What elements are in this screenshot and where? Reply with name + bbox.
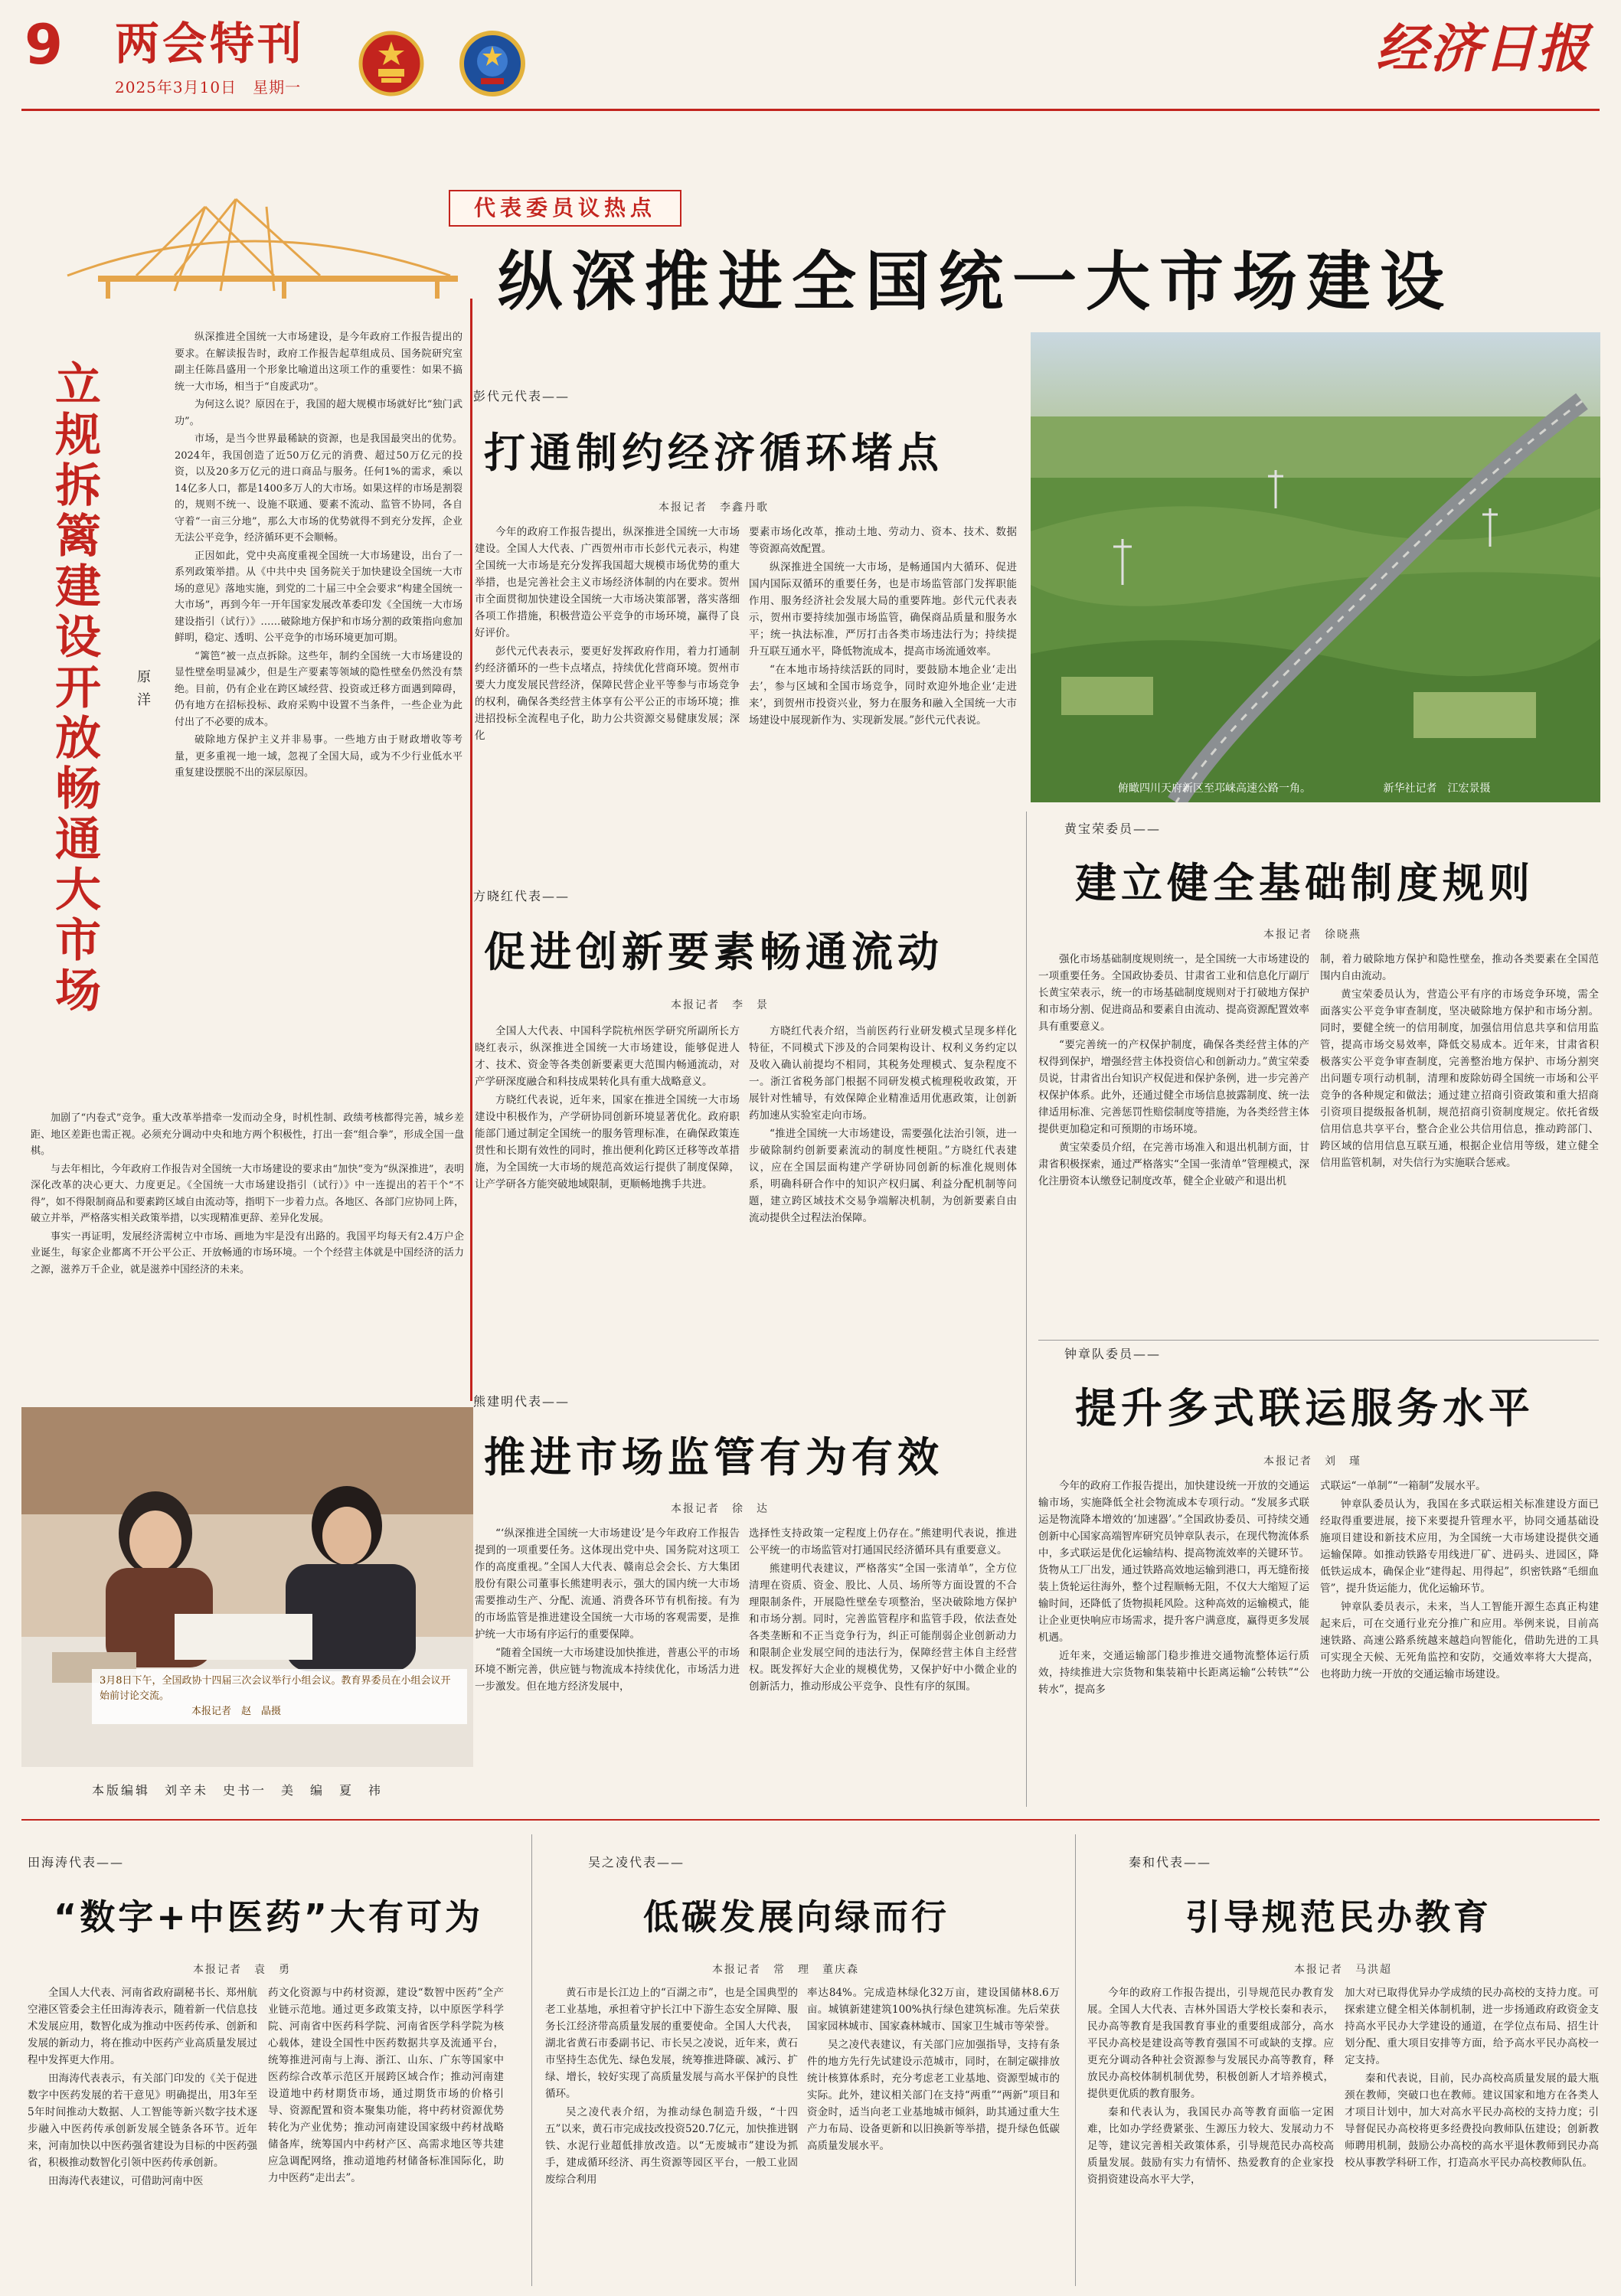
article-byline: 本报记者 李 景 — [671, 999, 769, 1011]
article-paragraph: 秦和代表说，目前，民办高校高质量发展的最大瓶颈在教师，突破口也在教师。建议国家和地方在各类人才项目计划中，加大对高水平民办高校的支持力度；引导督促民办高校将更多经费投向教师队伍建设；创新教师聘用机制，鼓励公办高校的高水平退休教师到民办高校从事教学科研工作，打造高水平民办高校教师队伍。 — [1345, 2072, 1599, 2169]
article-headline: 促进创新要素畅通流动 — [484, 928, 943, 976]
article-col — [475, 1525, 740, 1801]
commentary-title-char: 设 — [55, 611, 101, 665]
article-headline: 引导规范民办教育 — [1185, 1896, 1492, 1938]
article-headline: 打通制约经济循环堵点 — [484, 429, 943, 477]
commentary-title-char: 拆 — [55, 459, 101, 513]
commentary-paragraph: 与去年相比，今年政府工作报告对全国统一大市场建设的要求由“加快”变为“纵深推进”，表明深化改革的决心更大、力度更足。《全国统一大市场建设指引（试行）》中一连提出的若干个“不得”，如不得限制商品和要素跨区域自由流动等，指明下一步着力点。各地区、各部门应协同上阵，破立并举，严格落实相关政策举措，以实现精准更辞、差异化发展。 — [31, 1163, 464, 1224]
article-col — [475, 1023, 740, 1383]
meeting-photo-caption: 3月8日下午，全国政协十四届三次会议举行小组会议。教育界委员在小组会议开始前讨论交流。 — [100, 1675, 451, 1702]
highway-photo — [1031, 332, 1600, 802]
commentary-paragraph: 为何这么说？原因在于，我国的超大规模市场就好比“独门武功”。 — [175, 399, 462, 427]
article-paragraph: 黄宝荣委员介绍，在完善市场准入和退出机制方面，甘肃省积极探索，通过严格落实“全国一张清单”管理模式，深化注册资本认缴登记制度改革，健全企业破产和退出机 — [1038, 1141, 1309, 1187]
commentary-title-char: 大 — [55, 864, 101, 917]
commentary-title-char: 立 — [55, 358, 101, 412]
commentary-paragraph: 事实一再证明，发展经济需树立中市场、画地为牢是没有出路的。我国平均每天有2.4万户企业诞生，每家企业都离不开公平公正、开放畅通的市场环境。一个个经营主体就是中国经济的活力之源，滋养万千企业，就是滋养中国经济的未来。 — [31, 1230, 464, 1275]
commentary-title-char: 市 — [55, 914, 101, 968]
article-delegate: 方晓红代表—— — [473, 889, 570, 903]
commentary-title-char: 规 — [55, 409, 101, 462]
masthead — [0, 0, 1621, 100]
commentary-author — [135, 666, 153, 712]
article-delegate: 秦和代表—— — [1129, 1855, 1212, 1870]
article-col — [807, 1984, 1060, 2283]
highway-photo-credit: 新华社记者 江宏景摄 — [1383, 782, 1491, 795]
article-col — [749, 1525, 1017, 1801]
article-paragraph: 黄石市是长江边上的“百湖之市”，也是全国典型的老工业基地，承担着守护长江中下游生态安全屏障、服务长江经济带高质量发展的重要使命。全国人大代表，湖北省黄石市委副书记、市长吴之凌说，近年来，黄石市坚持生态优先、绿色发展，统筹推进降碳、减污、扩绿、增长，较好实现了高质量发展与高水平保护的良性循环。 — [545, 1987, 798, 2100]
article-col — [1038, 1478, 1309, 1802]
article-col — [268, 1984, 504, 2283]
cppcc-emblem-icon — [459, 31, 525, 96]
article-paragraph: 方晓红代表介绍，当前医药行业研发模式呈现多样化特征，不同模式下涉及的合同架构设计、权利义务约定以及收入确认前提均不相同，其税务处理模式、复杂程度不一。浙江省税务部门根据不同研发模式梳理税收政策，开展针对性辅导，有效保障企业精准适用优惠政策，让创新药加速从实验室走向市场。 — [749, 1025, 1017, 1122]
bridge-illustration — [21, 191, 473, 299]
article-col — [749, 524, 1017, 838]
article-paragraph: 强化市场基础制度规则统一，是全国统一大市场建设的一项重要任务。全国政协委员、甘肃省工业和信息化厅副厅长黄宝荣表示，统一的市场基础制度规则对于打破地方保护和市场分割、促进商品和要素自由流动、提高资源配置效率具有重要意义。 — [1038, 953, 1309, 1033]
article-paragraph: “在本地市场持续活跃的同时，要鼓励本地企业‘走出去’，参与区域和全国市场竞争，同时欢迎外地企业‘走进来’，到贺州市投资兴业，努力在服务和融入全国统一大市场建设中展现新作为、实现新发展。”彭代元代表说。 — [749, 664, 1017, 727]
article-delegate: 熊建明代表—— — [473, 1394, 570, 1409]
article-headline: 推进市场监管有为有效 — [484, 1433, 943, 1481]
section-title: 两会特刊 — [115, 18, 306, 70]
article-col — [1345, 1984, 1599, 2283]
editors-line: 本版编辑 刘辛未 史书一 美 编 夏 祎 — [92, 1783, 384, 1798]
article-delegate: 钟章队委员—— — [1064, 1347, 1162, 1361]
article-paragraph: “要完善统一的产权保护制度，确保各类经营主体的产权得到保护，增强经营主体投资信心和创新动力。”黄宝荣委员说，甘肃省出台知识产权促进和保护条例，进一步完善产权保护体系。此外，还通过健全市场信息披露制度、统一法律适用标准、完善惩罚性赔偿制度等措施，为各类经营主体提供更加稳定和可预期的市场环境。 — [1038, 1039, 1309, 1135]
article-col — [749, 1023, 1017, 1383]
article-headline: “数字+中医药”大有可为 — [54, 1896, 484, 1938]
article-paragraph: 田海涛代表建议，可借助河南中医 — [48, 2175, 204, 2187]
article-headline: 建立健全基础制度规则 — [1075, 859, 1534, 907]
commentary-paragraph: “篱笆”被一点点拆除。这些年，制约全国统一大市场建设的显性壁垒明显减少，但是生产要素等领域的隐性壁垒仍然没有禁绝。目前，仍有企业在跨区域经营、投资或迁移方面遇到障碍，仍有地方在招标投标、政府采购中设置不当条件，一些企业为此付出了不必要的成本。 — [175, 650, 462, 728]
article-paragraph: 近年来，交通运输部门稳步推进交通物流整体运行质效，持续推进大宗货物和集装箱中长距离运输“公转铁”“公转水”，提高多 — [1038, 1650, 1309, 1696]
article-paragraph: 全国人大代表、河南省政府副秘书长、郑州航空港区管委会主任田海涛表示，随着新一代信息技术发展应用，数智化成为推动中医药传承、创新和发展的新动力，将在推动中医药产业高质量发展过程中发挥更大作用。 — [28, 1987, 257, 2066]
highway-photo-caption-row — [1118, 781, 1593, 796]
commentary-paragraph: 破除地方保护主义并非易事。一些地方由于财政增收等考量，更多重视一地一域，忽视了全国大局，或为不少行业低水平重复建设摆脱不出的深层原因。 — [175, 734, 462, 779]
article-byline: 本报记者 常 理 董庆森 — [712, 1964, 859, 1976]
article-paragraph: 钟章队委员认为，我国在多式联运相关标准建设方面已经取得重要进展，接下来要提升管理水平，协同交通基础设施项目建设和新技术应用，为全国统一大市场建设提供交通运输保障。如推动铁路专用线进厂矿、进码头、进园区，降低铁运成本，确保企业“建得起、用得起”，织密铁路“毛细血管”，提升货运能力，优化运输环节。 — [1320, 1498, 1599, 1595]
section-divider — [1038, 1340, 1599, 1341]
column-divider — [1026, 812, 1027, 1807]
article-paragraph: 今年的政府工作报告提出，纵深推进全国统一大市场建设。全国人大代表、广西贺州市市长彭代元表示，构建全国统一大市场是充分发挥我国超大规模市场优势的重大举措，也是完善社会主义市场经济体制的内在要求。贺州市全面贯彻加快建设全国统一大市场决策部署，落实落细各项工作措施，积极营造公平竞争的市场环境，赢得了良好评价。 — [475, 526, 740, 639]
commentary-paragraph: 纵深推进全国统一大市场建设，是今年政府工作报告提出的要求。在解读报告时，政府工作报告起草组成员、国务院研究室副主任陈昌盛用一个形象比喻道出这项工作的重要性：如果不搞统一大市场，相当于“自废武功”。 — [175, 331, 462, 393]
article-paragraph: 今年的政府工作报告提出，加快建设统一开放的交通运输市场，实施降低全社会物流成本专项行动。“发展多式联运是物流降本增效的‘加速器’。”全国政协委员、可持续交通创新中心国家高端智库研究员钟章队表示，在现代物流体系中，多式联运是优化运输结构、提高物流效率的关键环节。货物从工厂出发，通过铁路高效地运输到港口，再无缝衔接装上货轮运往海外，整个过程顺畅无阻，不仅大大缩短了运输时间，还降低了货物损耗风险。这种高效的运输模式，能让企业更快响应市场需求，提升客户满意度，赢得更多发展机遇。 — [1038, 1480, 1309, 1644]
article-paragraph: 钟章队委员表示，未来，当人工智能开源生态真正构建起来后，可在交通行业充分推广和应用。举例来说，目前高速铁路、高速公路系统越来越趋向智能化，借助先进的工具可实现全天候、无死角监控和安防，交通效率将大大提高，也将助力统一开放的交通运输市场建设。 — [1320, 1601, 1599, 1680]
column-divider — [1075, 1834, 1076, 2286]
article-byline: 本报记者 徐晓燕 — [1263, 929, 1361, 941]
article-paragraph: 方晓红代表说，近年来，国家在推进全国统一大市场建设中积极作为，产学研协同创新环境显著优化。政府职能部门通过制定全国统一的服务管理标准，在确保政策连贯性和长期有效性的同时，推出便利化跨区迁移等改革措施，为全国统一大市场的规范高效运行提供了制度保障，让产学研各方能突破地域限制，更顺畅地携手共进。 — [475, 1094, 740, 1190]
banner-label-box — [449, 190, 681, 227]
commentary-body-wide — [31, 1110, 464, 1392]
article-byline: 本报记者 李鑫丹歌 — [659, 501, 769, 514]
national-emblem-icon — [358, 31, 424, 96]
article-paragraph: “‘纵深推进全国统一大市场建设’是今年政府工作报告提到的一项重要任务。这体现出党中央、国务院对这项工作的高度重视。”全国人大代表、赣南总会会长、方大集团股份有限公司董事长熊建明表示，强大的国内统一大市场需要推动生产、分配、流通、消费各环节有机衔接。有为的市场监管是推进建设全国统一大市场的客观需要，是推护统一大市场有序运行的重要保障。 — [475, 1527, 740, 1641]
commentary-title-char: 畅 — [55, 763, 101, 816]
commentary-body-narrow — [175, 329, 462, 1109]
article-headline: 低碳发展向绿而行 — [643, 1896, 949, 1938]
commentary-author-char: 原 — [137, 669, 151, 685]
commentary-title-char: 篱 — [55, 510, 101, 563]
article-paragraph: 彭代元代表表示，要更好发挥政府作用，着力打通制约经济循环的一些卡点堵点，持续优化营商环境。贺州市要大力度发展民营经济，保障民营企业平等参与市场竞争的权利，确保各类经营主体享有公平公正的市场环境；推进招投标全流程电子化，助力公共资源交易健康发展；深化 — [475, 645, 740, 742]
commentary-title — [54, 360, 103, 1017]
highway-photo-caption: 俯瞰四川天府新区至邛崃高速公路一角。 — [1118, 782, 1311, 795]
article-paragraph: 式联运“一单制”“一箱制”发展水平。 — [1320, 1480, 1486, 1492]
article-paragraph: 吴之凌代表建议，有关部门应加强指导，支持有条件的地方先行先试建设示范城市，同时，在制定碳排放统计核算体系时，充分考虑老工业基地、资源型城市的实际。此外，建议相关部门在支持“两重”“两新”项目和资金时，适当向老工业基地城市倾斜，助其通过重大生产力布局、设备更新和以旧换新等举措，提升绿色低碳高质量发展水平。 — [807, 2039, 1060, 2152]
bottom-strip-rule — [21, 1819, 1600, 1821]
newspaper-logo: 经济日报 — [1375, 18, 1590, 80]
meeting-photo-credit: 本报记者 赵 晶摄 — [191, 1706, 282, 1717]
article-byline: 本报记者 马洪超 — [1294, 1964, 1392, 1976]
article-delegate: 黄宝荣委员—— — [1064, 821, 1162, 836]
article-paragraph: 加大对已取得优异办学成绩的民办高校的支持力度。可探索建立健全相关体制机制，进一步扬通政府政资金支持高水平民办大学建设的通道，在学位点布局、招生计划分配、重大项目安排等方面，给予高水平民办高校一定支持。 — [1345, 1987, 1599, 2066]
commentary-author-char: 洋 — [137, 692, 151, 708]
article-paragraph: 秦和代表认为，我国民办高等教育面临一定困难，比如办学经费紧张、生源压力较大、发展动力不足等，建议完善相关政策体系，引导规范民办高校高质量发展。鼓励有实力有情怀、热爱教育的企业家投资捐资建设高水平大学， — [1087, 2106, 1334, 2186]
column-divider — [531, 1834, 532, 2286]
article-paragraph: 今年的政府工作报告提出，引导规范民办教育发展。全国人大代表、吉林外国语大学校长秦和表示，民办高等教育是我国教育事业的重要组成部分，高水平民办高校是建设高等教育强国不可或缺的支撑。应更充分调动各种社会资源参与发展民办高等教育，释放民办高校体制机制优势，积极创新人才培养模式，提供更优质的教育服务。 — [1087, 1987, 1334, 2100]
article-paragraph: 纵深推进全国统一大市场，是畅通国内大循环、促进国内国际双循环的重要任务，也是市场监管部门发挥职能作用、服务经济社会发展大局的重要阵地。彭代元代表表示，贺州市要持续加强市场监管，确保商品质量和服务水平；统一执法标准，严厉打击各类市场违法行为；持续提升互联互通水平，降低物流成本，提高市场流通效率。 — [749, 561, 1017, 658]
article-col — [1320, 1478, 1599, 1802]
article-paragraph: 全国人大代表、中国科学院杭州医学研究所副所长方晓红表示，纵深推进全国统一大市场建设，能够促进人才、技术、资金等各类创新要素更大范围内畅通流动，对产学研深度融合和科技成果转化具有重大战略意义。 — [475, 1025, 740, 1088]
commentary-title-char: 场 — [55, 965, 101, 1018]
article-col — [1038, 951, 1309, 1334]
article-paragraph: 黄宝荣委员认为，营造公平有序的市场竞争环境，需全面落实公平竞争审查制度，坚决破除地方保护和市场分割。同时，要健全统一的信用制度，加强信用信息共享和信用监管，提高市场交易效率，降低交易成本。近年来，甘肃省积极落实公平竞争审查制度，完善整治地方保护、市场分割突出问题专项行动机制，清理和废除妨碍全国统一市场和公平竞争的各种规定和做法；通过建立招商引资政策和重大招商引资项目提级报备机制，规范招商引资制度规定。依托省级信用信息共享平台，整合企业公共信用信息，推动跨部门、跨区域的信用信息互联互通，根据企业信用等级，建立健全信用监管机制，对失信行为实施联合惩戒。 — [1320, 988, 1599, 1169]
article-paragraph: “推进全国统一大市场建设，需要强化法治引领，进一步破除制约创新要素流动的制度性梗阻。”方晓红代表建议，应在全国层面构建产学研协同创新的标准化规则体系，明确科研合作中的知识产权归属、利益分配机制等问题，建立跨区域技术交易争端解决机制，为创新要素自由流动提供全过程法治保障。 — [749, 1128, 1017, 1224]
article-col — [28, 1984, 257, 2283]
article-paragraph: 选择性支持政策一定程度上仍存在。”熊建明代表说，推进公平统一的市场监管对打通国民经济循环具有重要意义。 — [749, 1527, 1017, 1556]
commentary-paragraph: 正因如此，党中央高度重视全国统一大市场建设，出台了一系列政策举措。从《中共中央 国务院关于加快建设全国统一大市场的意见》落地实施，到党的二十届三中全会要求“构建全国统一大市场”，再到今年一开年国家发展改革委印发《全国统一大市场建设指引（试行）》……破除地方保护和市场分割的政策指向愈加鲜明，稳定、透明、公平竞争的市场环境更加可期。 — [175, 550, 462, 644]
article-delegate: 田海涛代表—— — [28, 1855, 125, 1870]
article-paragraph: 吴之凌代表介绍，为推动绿色制造升级，“十四五”以来，黄石市完成技改投资520.7亿元，加快推进钢铁、水泥行业超低排放改造。以“无废城市”建设为抓手，建成循环经济、再生资源等园区平台，一般工业固废综合利用 — [545, 2106, 798, 2186]
article-paragraph: “随着全国统一大市场建设加快推进，普惠公平的市场环境不断完善，供应链与物流成本持续优化，市场活力进一步激发。但在地方经济发展中， — [475, 1647, 740, 1693]
article-col — [1087, 1984, 1334, 2283]
commentary-paragraph: 加剧了“内卷式”竞争。重大改革举措牵一发而动全身，时机性制、政绩考核都得完善，城乡差距、地区差距也需正视。必须充分调动中央和地方两个积极性，打出一套“组合拳”，形成全国一盘棋。 — [31, 1112, 464, 1157]
article-paragraph: 要素市场化改革，推动土地、劳动力、资本、技术、数据等资源高效配置。 — [749, 526, 1017, 555]
article-headline: 提升多式联运服务水平 — [1075, 1384, 1534, 1432]
article-byline: 本报记者 徐 达 — [671, 1503, 769, 1515]
commentary-title-char: 通 — [55, 813, 101, 867]
article-paragraph: 熊建明代表建议，严格落实“全国一张清单”，全方位清理在资质、资金、股比、人员、场所等方面设置的不合理限制条件，开展隐性壁垒专项整治，坚决破除地方保护和市场分割。同时，完善监管程序和监管手段，依法查处各类垄断和不正当竞争行为，纠正可能削弱企业创新动力和限制企业发展空间的违法行为，保障经营主体自主经营权。既发挥好大企业的规模优势，又保护好中小微企业的创新活力，推动形成公平竞争、良性有序的氛围。 — [749, 1563, 1017, 1693]
article-paragraph: 率达84%。完成造林绿化32万亩，建设国储林8.6万亩。城镇新建建筑100%执行绿色建筑标准。先后荣获国家园林城市、国家森林城市、国家卫生城市等荣誉。 — [807, 1987, 1060, 2033]
main-headline: 纵深推进全国统一大市场建设 — [498, 244, 1454, 319]
article-byline: 本报记者 袁 勇 — [193, 1964, 291, 1976]
banner-label: 代表委员议热点 — [473, 195, 656, 220]
date-line: 2025年3月10日 星期一 — [115, 78, 302, 96]
article-col — [475, 524, 740, 838]
commentary-title-char: 开 — [55, 661, 101, 715]
commentary-title-char: 建 — [55, 560, 101, 614]
article-delegate: 吴之凌代表—— — [588, 1855, 685, 1870]
article-paragraph: 制，着力破除地方保护和隐性壁垒，推动各类要素在全国范围内自由流动。 — [1320, 953, 1599, 982]
article-col — [545, 1984, 798, 2283]
commentary-title-char: 放 — [55, 712, 101, 766]
article-paragraph: 田海涛代表表示，有关部门印发的《关于促进数字中医药发展的若干意见》明确提出，用3年至5年时间推动大数据、人工智能等新兴数字技术逐步融入中医药传承创新发展全链条各环节。近年来，河南加快以中医药强省建设为目标的中医药强省，积极推动数智化引领中医药传承创新。 — [28, 2072, 257, 2169]
article-delegate: 彭代元代表—— — [473, 389, 570, 403]
commentary-paragraph: 市场，是当今世界最稀缺的资源，也是我国最突出的优势。2024年，我国创造了近50万亿元的消费、超过50万亿元的投资，以及20多万亿元的进口商品与服务。任何1%的需求，乘以14亿多人口，都是1400多万人的大市场。如果这样的市场是割裂的，规则不统一、设施不联通、要素不流动、监管不协同，各自守着“一亩三分地”，那么大市场的优势就得不到充分发挥，企业无法公平竞争，经济循环更不会顺畅。 — [175, 433, 462, 544]
article-paragraph: 药文化资源与中药材资源，建设“数智中医药”全产业链示范地。通过更多政策支持，以中原医学科学院、河南省中医药科学院、河南省医学科学院为核心载体，建设全国性中医药数据共享及流通平台，统筹推进河南与上海、浙江、山东、广东等国家中医药综合改革示范区开展跨区域合作；推动河南建设道地中药材期货市场，通过期货市场的价格引导、资源配置和资本聚集功能，将中药材资源优势转化为产业优势；推动河南建设国家级中药材战略储备库，统筹国内中药材产区、高需求地区等共建应急调配网络，推动道地药材储备标准国际化，助力中医药“走出去”。 — [268, 1987, 504, 2184]
meeting-photo-caption-box — [92, 1669, 467, 1724]
page-number: 9 — [25, 12, 64, 77]
article-byline: 本报记者 刘 瑾 — [1263, 1455, 1361, 1468]
article-col — [1320, 951, 1599, 1334]
masthead-rule — [21, 109, 1600, 111]
